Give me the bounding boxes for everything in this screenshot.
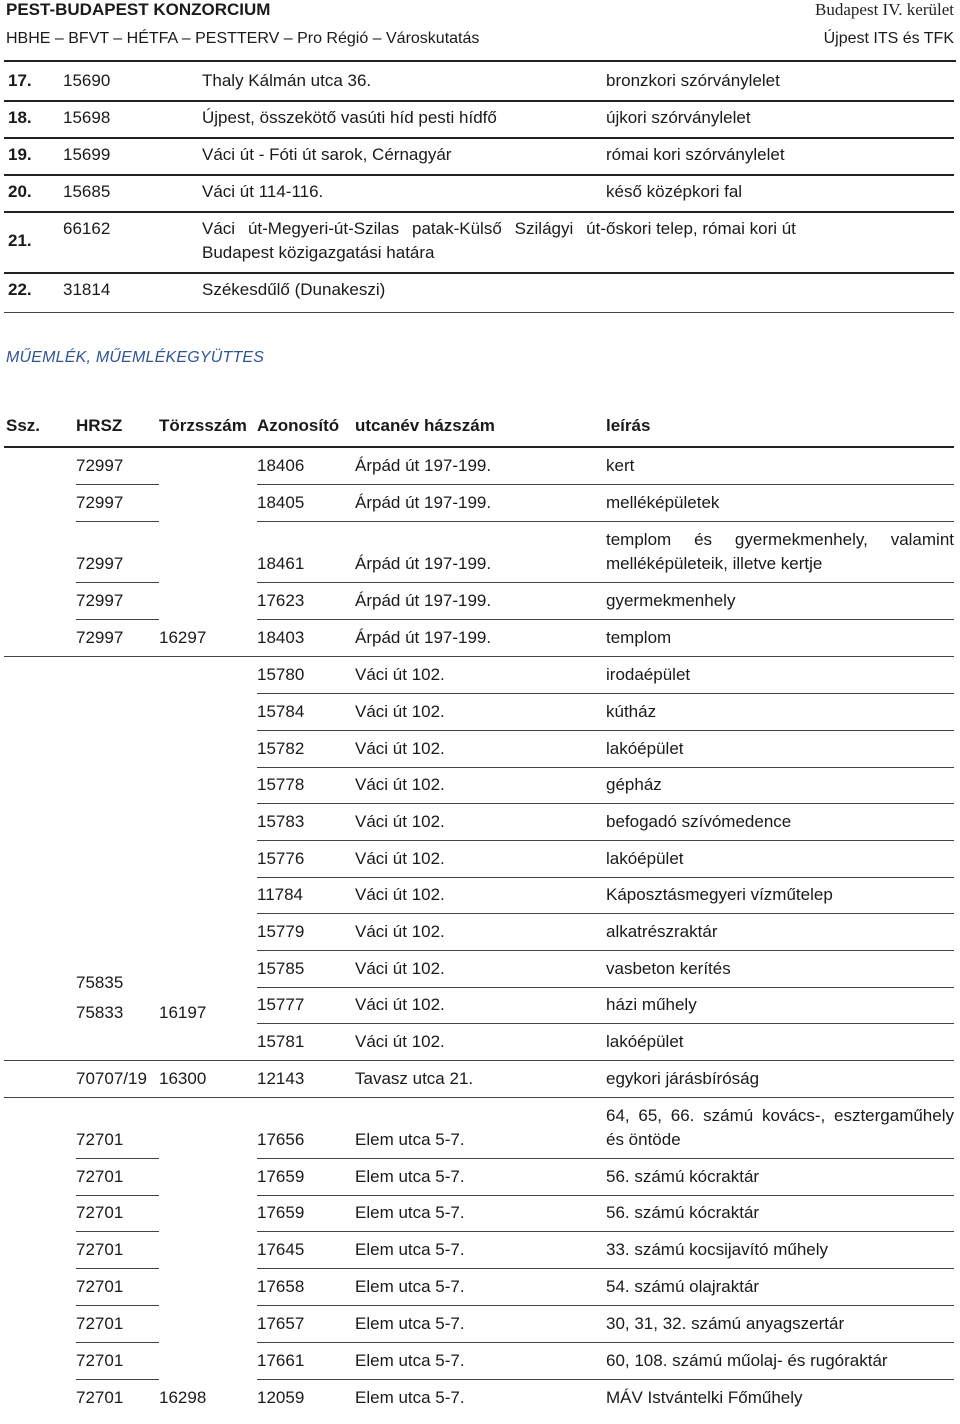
azonosito: 15781 <box>257 1032 305 1051</box>
row-divider <box>76 1342 159 1343</box>
torzsszam: 16298 <box>159 1388 207 1407</box>
row-divider <box>257 950 954 951</box>
row-divider <box>76 484 159 485</box>
hrsz: 75833 <box>76 1003 124 1022</box>
row-divider <box>257 521 954 522</box>
hrsz: 72997 <box>76 456 124 475</box>
leiras: 56. számú kócraktár <box>606 1167 760 1186</box>
utcanev: Elem utca 5-7. <box>355 1167 465 1186</box>
site-id: 31814 <box>63 280 111 299</box>
site-desc: római kori szórványlelet <box>606 145 785 164</box>
row-divider <box>4 100 954 102</box>
row-divider <box>4 1060 954 1061</box>
site-number: 20. <box>8 182 32 201</box>
leiras: Káposztásmegyeri vízműtelep <box>606 885 833 904</box>
site-desc: újkori szórványlelet <box>606 108 751 127</box>
site-id: 15690 <box>63 71 111 90</box>
utcanev: Elem utca 5-7. <box>355 1240 465 1259</box>
site-id: 15698 <box>63 108 111 127</box>
row-divider <box>257 582 954 583</box>
col-utcanev: utcanév házszám <box>355 416 495 435</box>
row-divider <box>257 730 954 731</box>
leiras-line1: templom és gyermekmenhely, valamint <box>606 530 954 549</box>
utcanev: Váci út 102. <box>355 885 445 904</box>
leiras: irodaépület <box>606 665 691 684</box>
row-divider <box>257 1023 954 1024</box>
row-divider <box>4 1097 954 1098</box>
row-divider <box>257 840 954 841</box>
site-place: Váci út - Fóti út sarok, Cérnagyár <box>202 145 452 164</box>
site-number: 22. <box>8 280 32 299</box>
site-place-line1: Váci út-Megyeri-út-Szilas patak-Külső Szilágyi út- <box>202 219 606 238</box>
row-divider <box>76 1195 159 1196</box>
row-divider <box>76 1231 159 1232</box>
col-ssz: Ssz. <box>6 416 41 435</box>
row-divider <box>4 272 954 274</box>
site-desc: bronzkori szórványlelet <box>606 71 780 90</box>
row-divider <box>257 693 954 694</box>
row-divider <box>257 1195 954 1196</box>
azonosito: 12059 <box>257 1388 305 1407</box>
site-desc: őskori telep, római kori út <box>606 219 796 238</box>
azonosito: 15780 <box>257 665 305 684</box>
row-divider <box>4 174 954 176</box>
azonosito: 17645 <box>257 1240 305 1259</box>
utcanev: Elem utca 5-7. <box>355 1203 465 1222</box>
hrsz: 70707/19 <box>76 1069 147 1088</box>
leiras: MÁV Istvántelki Főműhely <box>606 1388 803 1407</box>
site-number: 18. <box>8 108 32 127</box>
row-divider <box>76 1305 159 1306</box>
leiras-line2: melléképületeik, illetve kertje <box>606 554 823 573</box>
site-place: Thaly Kálmán utca 36. <box>202 71 372 90</box>
utcanev: Árpád út 197-199. <box>355 628 492 647</box>
col-hrsz: HRSZ <box>76 416 123 435</box>
site-id: 15685 <box>63 182 111 201</box>
azonosito: 15784 <box>257 702 305 721</box>
leiras: alkatrészraktár <box>606 922 718 941</box>
site-place: Székesdűlő (Dunakeszi) <box>202 280 386 299</box>
azonosito: 17658 <box>257 1277 305 1296</box>
utcanev: Elem utca 5-7. <box>355 1351 465 1370</box>
azonosito: 15783 <box>257 812 305 831</box>
row-divider <box>4 211 954 213</box>
row-divider <box>257 1268 954 1269</box>
azonosito: 18405 <box>257 493 305 512</box>
row-divider <box>257 484 954 485</box>
site-number: 19. <box>8 145 32 164</box>
leiras: 30, 31, 32. számú anyagszertár <box>606 1314 845 1333</box>
utcanev: Árpád út 197-199. <box>355 591 492 610</box>
col-leiras: leírás <box>606 416 651 435</box>
utcanev: Árpád út 197-199. <box>355 554 492 573</box>
utcanev: Elem utca 5-7. <box>355 1388 465 1407</box>
hrsz: 72701 <box>76 1203 124 1222</box>
site-desc: késő középkori fal <box>606 182 743 201</box>
azonosito: 15785 <box>257 959 305 978</box>
hrsz: 72701 <box>76 1314 124 1333</box>
leiras: gépház <box>606 775 662 794</box>
hrsz: 72701 <box>76 1240 124 1259</box>
hrsz: 72701 <box>76 1351 124 1370</box>
torzsszam: 16300 <box>159 1069 207 1088</box>
leiras: 60, 108. számú műolaj- és rugóraktár <box>606 1351 888 1370</box>
header-plan: Újpest ITS és TFK <box>823 30 954 47</box>
site-number: 21. <box>8 231 32 250</box>
site-place-line2: Budapest közigazgatási határa <box>202 243 435 262</box>
leiras: egykori járásbíróság <box>606 1069 760 1088</box>
azonosito: 15777 <box>257 995 305 1014</box>
utcanev: Váci út 102. <box>355 959 445 978</box>
row-divider <box>257 619 954 620</box>
hrsz: 75835 <box>76 973 124 992</box>
row-divider <box>257 1231 954 1232</box>
azonosito: 17659 <box>257 1167 305 1186</box>
azonosito: 12143 <box>257 1069 305 1088</box>
hrsz: 72997 <box>76 591 124 610</box>
utcanev: Váci út 102. <box>355 849 445 868</box>
azonosito: 18406 <box>257 456 305 475</box>
leiras: kert <box>606 456 635 475</box>
leiras-line1: 64, 65, 66. számú kovács-, esztergaműhely <box>606 1106 954 1125</box>
utcanev: Váci út 102. <box>355 995 445 1014</box>
torzsszam: 16197 <box>159 1003 207 1022</box>
utcanev: Váci út 102. <box>355 922 445 941</box>
col-torzsszam: Törzsszám <box>159 416 247 435</box>
row-divider <box>257 1305 954 1306</box>
hrsz: 72997 <box>76 493 124 512</box>
hrsz: 72701 <box>76 1388 124 1407</box>
header-org: PEST-BUDAPEST KONZORCIUM <box>6 0 271 19</box>
row-divider <box>257 913 954 914</box>
row-divider <box>76 1268 159 1269</box>
utcanev: Váci út 102. <box>355 739 445 758</box>
leiras: lakóépület <box>606 739 684 758</box>
leiras: lakóépület <box>606 849 684 868</box>
utcanev: Tavasz utca 21. <box>355 1069 474 1088</box>
leiras: 54. számú olajraktár <box>606 1277 760 1296</box>
azonosito: 18403 <box>257 628 305 647</box>
site-number: 17. <box>8 71 32 90</box>
azonosito: 15778 <box>257 775 305 794</box>
row-divider <box>4 312 954 313</box>
azonosito: 15782 <box>257 739 305 758</box>
utcanev: Váci út 102. <box>355 812 445 831</box>
col-azonosito: Azonosító <box>257 416 340 435</box>
azonosito: 17659 <box>257 1203 305 1222</box>
row-divider <box>257 767 954 768</box>
azonosito: 17656 <box>257 1130 305 1149</box>
azonosito: 18461 <box>257 554 305 573</box>
row-divider <box>76 521 159 522</box>
row-divider <box>257 987 954 988</box>
row-divider <box>257 1379 954 1380</box>
leiras: gyermekmenhely <box>606 591 736 610</box>
section-title: MŰEMLÉK, MŰEMLÉKEGYÜTTES <box>6 349 265 366</box>
row-divider <box>76 1379 159 1380</box>
row-divider <box>76 619 159 620</box>
row-divider <box>257 1158 954 1159</box>
leiras: kútház <box>606 702 657 721</box>
site-place: Váci út 114-116. <box>202 182 324 201</box>
leiras: 33. számú kocsijavító műhely <box>606 1240 829 1259</box>
leiras: befogadó szívómedence <box>606 812 792 831</box>
azonosito: 15779 <box>257 922 305 941</box>
row-divider <box>76 1158 159 1159</box>
row-divider <box>257 803 954 804</box>
header-members: HBHE – BFVT – HÉTFA – PESTTERV – Pro Régió – Városkutatás <box>6 30 480 47</box>
utcanev: Elem utca 5-7. <box>355 1314 465 1333</box>
utcanev: Váci út 102. <box>355 1032 445 1051</box>
utcanev: Árpád út 197-199. <box>355 456 492 475</box>
utcanev: Elem utca 5-7. <box>355 1130 465 1149</box>
hrsz: 72701 <box>76 1277 124 1296</box>
hrsz: 72997 <box>76 554 124 573</box>
azonosito: 11784 <box>257 885 304 904</box>
leiras: vasbeton kerítés <box>606 959 731 978</box>
azonosito: 17657 <box>257 1314 305 1333</box>
azonosito: 15776 <box>257 849 305 868</box>
hrsz: 72701 <box>76 1167 124 1186</box>
site-id: 66162 <box>63 219 111 238</box>
azonosito: 17623 <box>257 591 305 610</box>
row-divider <box>257 1342 954 1343</box>
leiras-line2: és öntöde <box>606 1130 681 1149</box>
row-divider <box>257 877 954 878</box>
leiras: templom <box>606 628 672 647</box>
hrsz: 72997 <box>76 628 124 647</box>
leiras: 56. számú kócraktár <box>606 1203 760 1222</box>
row-divider <box>4 656 954 657</box>
leiras: házi műhely <box>606 995 697 1014</box>
utcanev: Váci út 102. <box>355 775 445 794</box>
header-divider <box>4 60 956 62</box>
torzsszam: 16297 <box>159 628 207 647</box>
hrsz: 72701 <box>76 1130 124 1149</box>
leiras: melléképületek <box>606 493 720 512</box>
utcanev: Váci út 102. <box>355 702 445 721</box>
leiras: lakóépület <box>606 1032 684 1051</box>
utcanev: Árpád út 197-199. <box>355 493 492 512</box>
site-place: Újpest, összekötő vasúti híd pesti hídfő <box>202 108 497 127</box>
row-divider <box>4 137 954 139</box>
row-divider <box>76 582 159 583</box>
site-id: 15699 <box>63 145 111 164</box>
utcanev: Váci út 102. <box>355 665 445 684</box>
azonosito: 17661 <box>257 1351 305 1370</box>
header-district: Budapest IV. kerület <box>815 0 954 19</box>
utcanev: Elem utca 5-7. <box>355 1277 465 1296</box>
header-divider <box>4 446 954 448</box>
